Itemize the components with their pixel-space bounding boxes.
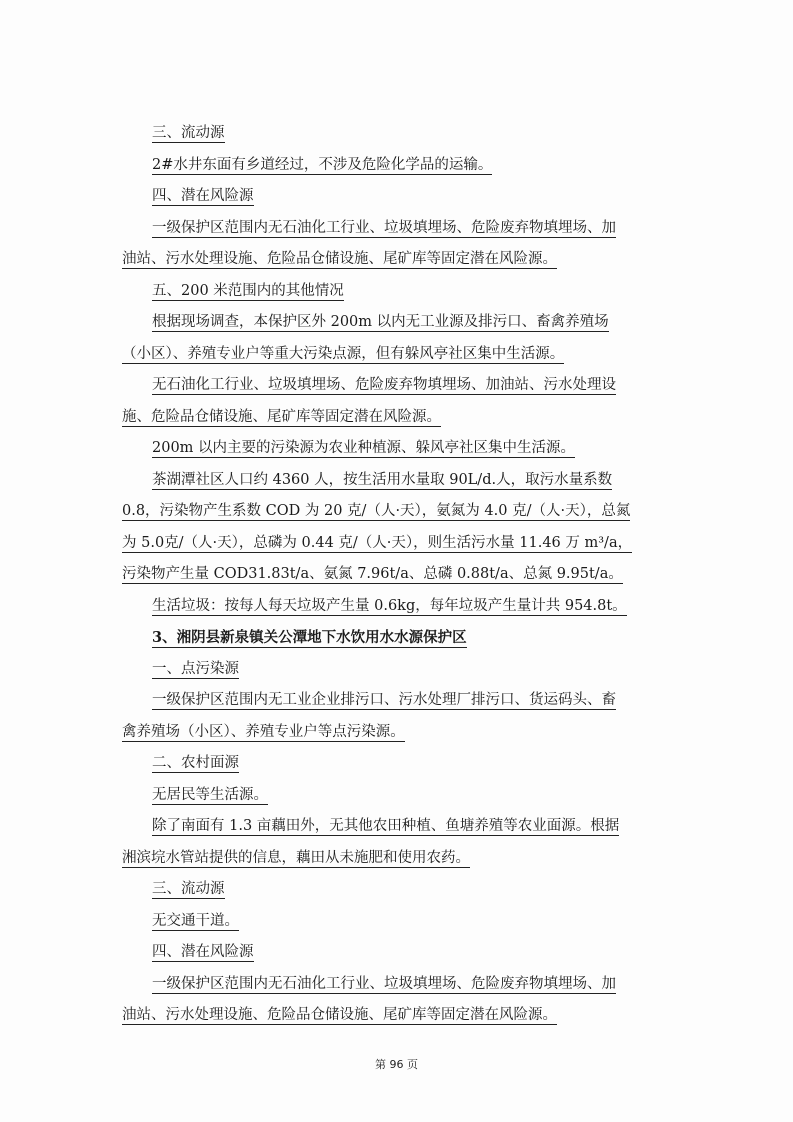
line-text: 根据现场调查，本保护区外 200m 以内无工业源及排污口、畜禽养殖场 bbox=[152, 314, 609, 330]
line-text: 油站、污水处理设施、危险品仓储设施、尾矿库等固定潜在风险源。 bbox=[122, 251, 557, 267]
text-line bbox=[122, 906, 660, 938]
text-line bbox=[122, 213, 660, 245]
text-line bbox=[122, 276, 660, 308]
line-text: 五、200 米范围内的其他情况 bbox=[152, 282, 344, 299]
line-text: 污染物产生量 COD31.83t/a、氨氮 7.96t/a、总磷 0.88t/a、总氮 9.95t/a。 bbox=[122, 566, 623, 582]
text-line bbox=[122, 528, 660, 560]
line-text: 200m 以内主要的污染源为农业种植源、躲风亭社区集中生活源。 bbox=[152, 440, 576, 456]
line-text: 0.8，污染物产生系数 COD 为 20 克/（人·天），氨氮为 4.0 克/（人·天），总氮 bbox=[122, 503, 631, 519]
line-text: 除了南面有 1.3 亩藕田外，无其他农田种植、鱼塘养殖等农业面源。根据 bbox=[152, 818, 620, 834]
text-line bbox=[122, 244, 660, 276]
line-text: 三、流动源 bbox=[152, 125, 225, 141]
line-text: 湘滨垸水管站提供的信息，藕田从未施肥和使用农药。 bbox=[122, 849, 470, 866]
line-text: 油站、污水处理设施、危险品仓储设施、尾矿库等固定潜在风险源。 bbox=[122, 1007, 557, 1023]
text-line bbox=[122, 118, 660, 150]
line-text: 无交通干道。 bbox=[152, 912, 239, 929]
text-line bbox=[122, 874, 660, 906]
text-line bbox=[122, 811, 660, 843]
text-line bbox=[122, 181, 660, 213]
line-text: 生活垃圾：按每人每天垃圾产生量 0.6kg，每年垃圾产生量计共 954.8t。 bbox=[152, 597, 627, 614]
line-text: 为 5.0克/（人·天），总磷为 0.44 克/（人·天），则生活污水量 11.46 万 m³/a， bbox=[122, 534, 633, 551]
text-line bbox=[122, 748, 660, 780]
line-text: 茶湖潭社区人口约 4360 人，按生活用水量取 90L/d.人，取污水量系数 bbox=[152, 471, 613, 488]
text-line bbox=[122, 559, 660, 591]
text-line bbox=[122, 433, 660, 465]
line-text: 一级保护区范围内无工业企业排污口、污水处理厂排污口、货运码头、畜 bbox=[152, 692, 616, 708]
line-text: 四、潜在风险源 bbox=[152, 188, 254, 204]
text-line bbox=[122, 402, 660, 434]
line-text: 施、危险品仓储设施、尾矿库等固定潜在风险源。 bbox=[122, 408, 441, 425]
line-text: 2#水井东面有乡道经过，不涉及危险化学品的运输。 bbox=[152, 156, 493, 173]
line-text: 二、农村面源 bbox=[152, 755, 239, 771]
line-text: 禽养殖场（小区）、养殖专业户等点污染源。 bbox=[122, 723, 405, 740]
text-line bbox=[122, 496, 660, 528]
body-text bbox=[122, 118, 660, 1032]
text-line bbox=[122, 591, 660, 623]
line-text: 三、流动源 bbox=[152, 881, 225, 897]
line-text: 无居民等生活源。 bbox=[152, 786, 268, 803]
text-line bbox=[122, 150, 660, 182]
line-text: 3、湘阴县新泉镇关公潭地下水饮用水水源保护区 bbox=[152, 629, 467, 646]
text-line bbox=[122, 685, 660, 717]
text-line bbox=[122, 465, 660, 497]
section-heading bbox=[122, 622, 660, 654]
text-line bbox=[122, 937, 660, 969]
line-text: 一级保护区范围内无石油化工行业、垃圾填埋场、危险废弃物填埋场、加 bbox=[152, 219, 616, 236]
line-text: 一、点污染源 bbox=[152, 660, 239, 677]
text-line bbox=[122, 969, 660, 1001]
line-text: 四、潜在风险源 bbox=[152, 944, 254, 960]
line-text: 一级保护区范围内无石油化工行业、垃圾填埋场、危险废弃物填埋场、加 bbox=[152, 975, 616, 992]
text-line bbox=[122, 843, 660, 875]
line-text: 无石油化工行业、垃圾填埋场、危险废弃物填埋场、加油站、污水处理设 bbox=[152, 377, 616, 393]
text-line bbox=[122, 339, 660, 371]
text-line bbox=[122, 780, 660, 812]
text-line bbox=[122, 370, 660, 402]
text-line bbox=[122, 654, 660, 686]
text-line bbox=[122, 307, 660, 339]
text-line bbox=[122, 717, 660, 749]
line-text: （小区）、养殖专业户等重大污染点源，但有躲风亭社区集中生活源。 bbox=[122, 345, 565, 362]
page-number: 第 96 页 bbox=[375, 1058, 418, 1071]
text-line bbox=[122, 1000, 660, 1032]
